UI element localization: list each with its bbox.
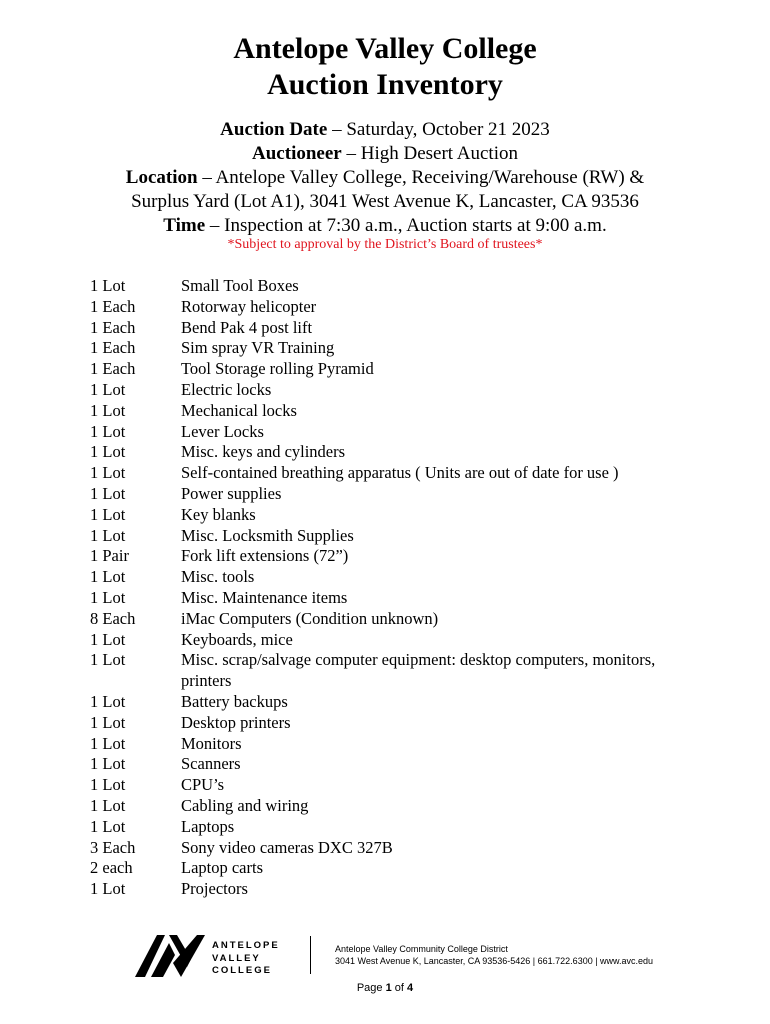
item-quantity: 3 Each xyxy=(90,837,136,857)
item-quantity: 1 Lot xyxy=(90,504,126,524)
item-quantity: 1 Lot xyxy=(90,879,126,899)
page-of: of xyxy=(391,982,408,994)
item-description: Sony video cameras DXC 327B xyxy=(181,837,393,857)
item-quantity: 1 Lot xyxy=(90,567,126,587)
inventory-row xyxy=(90,588,690,609)
item-description: Self-contained breathing apparatus ( Units are out of date for use ) xyxy=(181,463,619,483)
item-quantity: 1 Lot xyxy=(90,816,126,836)
auctioneer-label: Auctioneer xyxy=(252,143,342,164)
logo-line1: ANTELOPE xyxy=(212,940,280,951)
item-description: Misc. tools xyxy=(181,567,255,587)
item-description: Projectors xyxy=(181,879,248,899)
item-quantity: 1 Lot xyxy=(90,587,126,607)
inventory-row xyxy=(90,484,690,505)
page-number xyxy=(0,982,770,994)
item-description: Desktop printers xyxy=(181,712,291,732)
item-quantity: 1 Pair xyxy=(90,546,129,566)
auctioneer-value: – High Desert Auction xyxy=(341,143,518,164)
item-description: Key blanks xyxy=(181,504,256,524)
item-quantity: 1 Lot xyxy=(90,379,126,399)
inventory-row xyxy=(90,630,690,651)
inventory-row xyxy=(90,463,690,484)
item-description: Scanners xyxy=(181,754,241,774)
time-label: Time xyxy=(163,215,206,236)
item-description: Battery backups xyxy=(181,691,288,711)
item-quantity: 1 Lot xyxy=(90,629,126,649)
inventory-row xyxy=(90,442,690,463)
address-line2: 3041 West Avenue K, Lancaster, CA 93536-5426 | 661.722.6300 | www.avc.edu xyxy=(335,956,654,966)
auction-date-label: Auction Date xyxy=(220,119,328,140)
inventory-row xyxy=(90,526,690,547)
item-quantity: 1 Lot xyxy=(90,400,126,420)
address-line1: Antelope Valley Community College District xyxy=(335,944,508,954)
item-quantity: 1 Lot xyxy=(90,650,126,670)
inventory-row xyxy=(90,796,690,817)
logo-line2: VALLEY xyxy=(212,952,261,964)
item-description: Fork lift extensions (72”) xyxy=(181,546,349,566)
auction-date-value: – Saturday, October 21 2023 xyxy=(327,119,550,140)
item-quantity: 1 Lot xyxy=(90,483,126,503)
inventory-row xyxy=(90,567,690,588)
item-quantity: 1 Each xyxy=(90,338,136,358)
item-description: Laptop carts xyxy=(181,858,264,878)
inventory-row xyxy=(90,609,690,630)
inventory-row xyxy=(90,838,690,859)
inventory-row xyxy=(90,858,690,879)
item-description: Misc. keys and cylinders xyxy=(181,442,346,462)
item-quantity: 1 Each xyxy=(90,296,136,316)
inventory-row xyxy=(90,338,690,359)
inventory-row xyxy=(90,401,690,422)
document-title: Antelope Valley College xyxy=(233,32,537,65)
inventory-row xyxy=(90,422,690,443)
item-description: Power supplies xyxy=(181,483,282,503)
inventory-row xyxy=(90,276,690,297)
inventory-row xyxy=(90,734,690,755)
inventory-row xyxy=(90,380,690,401)
item-quantity: 1 Lot xyxy=(90,463,126,483)
page-prefix: Page xyxy=(356,982,386,994)
item-description: Mechanical locks xyxy=(181,400,297,420)
inventory-row xyxy=(90,692,690,713)
item-description: Lever Locks xyxy=(181,421,264,441)
inventory-row xyxy=(90,754,690,775)
location-value-line1: – Antelope Valley College, Receiving/Warehouse (RW) & xyxy=(197,167,645,188)
auctioneer-line xyxy=(0,142,770,166)
inventory-row xyxy=(90,297,690,318)
approval-note: *Subject to approval by the District’s Board of trustees* xyxy=(227,237,543,252)
inventory-row xyxy=(90,359,690,380)
page-total: 4 xyxy=(407,982,414,994)
inventory-list xyxy=(90,276,690,900)
item-description: iMac Computers (Condition unknown) xyxy=(181,608,439,628)
item-quantity: 1 Lot xyxy=(90,421,126,441)
document-subtitle: Auction Inventory xyxy=(267,68,503,101)
item-description: Keyboards, mice xyxy=(181,629,293,649)
item-quantity: 1 Lot xyxy=(90,442,126,462)
item-quantity: 1 Lot xyxy=(90,525,126,545)
item-quantity: 1 Each xyxy=(90,317,136,337)
item-quantity: 1 Lot xyxy=(90,754,126,774)
location-label: Location xyxy=(125,167,198,188)
item-description: Misc. scrap/salvage computer equipment: desktop computers, monitors, printers xyxy=(181,650,656,691)
item-quantity: 1 Lot xyxy=(90,691,126,711)
location-line xyxy=(0,166,770,190)
item-quantity: 8 Each xyxy=(90,608,136,628)
inventory-row xyxy=(90,546,690,567)
item-quantity: 1 Lot xyxy=(90,276,126,295)
time-value: – Inspection at 7:30 a.m., Auction starts at 9:00 a.m. xyxy=(205,215,607,236)
inventory-row xyxy=(90,879,690,900)
time-line xyxy=(0,214,770,238)
avc-logo-icon xyxy=(135,933,205,979)
inventory-row xyxy=(90,505,690,526)
item-quantity: 1 Lot xyxy=(90,775,126,795)
item-description: Laptops xyxy=(181,816,235,836)
item-quantity: 1 Lot xyxy=(90,712,126,732)
inventory-row xyxy=(90,318,690,339)
location-line2: Surplus Yard (Lot A1), 3041 West Avenue K, Lancaster, CA 93536 xyxy=(131,191,639,212)
inventory-row xyxy=(90,775,690,796)
logo-line3: COLLEGE xyxy=(212,965,272,976)
footer-address xyxy=(335,943,653,967)
item-description: Sim spray VR Training xyxy=(181,338,335,358)
item-description: CPU’s xyxy=(181,775,225,795)
logo-wordmark xyxy=(212,940,280,978)
inventory-row xyxy=(90,713,690,734)
item-description: Electric locks xyxy=(181,379,272,399)
item-description: Rotorway helicopter xyxy=(181,296,317,316)
item-description: Misc. Locksmith Supplies xyxy=(181,525,354,545)
item-description: Monitors xyxy=(181,733,242,753)
inventory-row xyxy=(90,650,690,692)
item-description: Cabling and wiring xyxy=(181,795,309,815)
item-quantity: 2 each xyxy=(90,858,133,878)
item-description: Small Tool Boxes xyxy=(181,276,299,295)
item-quantity: 1 Each xyxy=(90,359,136,379)
page-current: 1 xyxy=(385,982,392,994)
item-quantity: 1 Lot xyxy=(90,733,126,753)
auction-date-line xyxy=(0,118,770,142)
inventory-row xyxy=(90,817,690,838)
footer-divider xyxy=(310,936,311,974)
item-quantity: 1 Lot xyxy=(90,795,126,815)
item-description: Tool Storage rolling Pyramid xyxy=(181,359,374,379)
item-description: Misc. Maintenance items xyxy=(181,587,348,607)
item-description: Bend Pak 4 post lift xyxy=(181,317,313,337)
